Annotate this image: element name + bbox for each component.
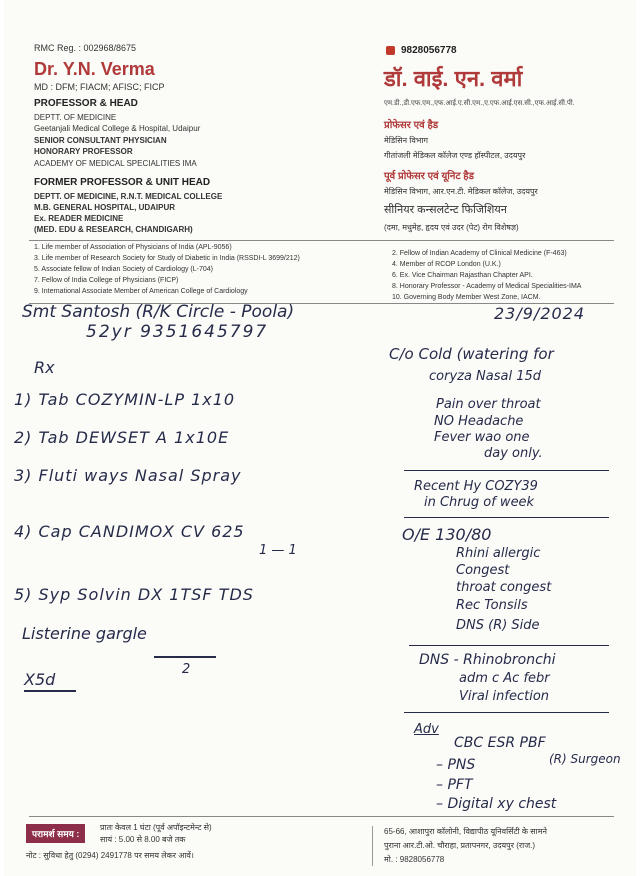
diagnosis-line: DNS - Rhinobronchi: [419, 652, 556, 668]
hi-line: गीतांजली मेडिकल कॉलेज एण्ड हॉस्पीटल, उदयपुर: [384, 151, 526, 160]
complaint-line: coryza Nasal 15d: [429, 369, 542, 384]
hi-line: सीनियर कन्सलटेन्ट फिजिशियन: [384, 204, 507, 216]
advice-label: Adv: [414, 722, 439, 737]
membership-item: 7. Fellow of India College of Physicians (FICP): [34, 277, 179, 284]
footer-divider: [29, 816, 614, 817]
exam-line: throat congest: [456, 580, 552, 595]
title-professor-head: PROFESSOR & HEAD: [34, 98, 138, 109]
phone-number: 9828056778: [386, 45, 457, 56]
rx-item: 1) Tab COZYMIN-LP 1x10: [14, 390, 236, 409]
section-divider: [404, 470, 609, 471]
membership-item: 9. International Associate Member of American College of Cardiology: [34, 288, 248, 295]
membership-item: 10. Governing Body Member West Zone, IACM.: [392, 294, 541, 301]
en-line: DEPTT. OF MEDICINE, R.N.T. MEDICAL COLLEGE: [34, 192, 223, 201]
rx-item: 5) Syp Solvin DX 1TSF TDS: [14, 585, 254, 604]
patient-age-phone: 52yr 9351645797: [86, 322, 269, 342]
membership-item: 8. Honorary Professor - Academy of Medical Specialities-IMA: [392, 283, 582, 290]
exam-line: DNS (R) Side: [456, 618, 540, 633]
clinic-mobile: मो. : 9828056778: [384, 855, 445, 864]
complaint-line: Pain over throat: [436, 397, 541, 412]
advice-line: CBC ESR PBF: [454, 735, 546, 751]
exam-line: Rec Tonsils: [456, 598, 528, 613]
rx-item: 4) Cap CANDIMOX CV 625: [14, 522, 245, 541]
en-line: (MED. EDU & RESEARCH, CHANDIGARH): [34, 225, 193, 234]
footer-vertical-divider: [372, 826, 373, 866]
consultation-time-evening: सायं : 5.00 से 8.00 बजे तक: [100, 835, 186, 844]
phone-icon: [386, 46, 395, 55]
rx-item-dose: 1 — 1: [259, 543, 297, 558]
title-former-professor: FORMER PROFESSOR & UNIT HEAD: [34, 177, 211, 188]
doctor-name-en: Dr. Y.N. Verma: [34, 59, 155, 79]
exam-line: Congest: [456, 563, 510, 578]
advice-line: – PFT: [436, 777, 473, 793]
en-line: DEPTT. OF MEDICINE: [34, 113, 117, 122]
membership-item: 5. Associate fellow of Indian Society of Cardiology (L-704): [34, 266, 213, 273]
rx-symbol: Rx: [34, 358, 55, 377]
en-line: SENIOR CONSULTANT PHYSICIAN: [34, 136, 167, 145]
section-divider: [409, 645, 609, 646]
doctor-degrees-hi: एम.डी.,डी.एफ.एम.,एफ.आई.ए.सी.एम.,ए.एफ.आई.एस.सी.,एफ.आई.सी.पी.: [384, 100, 575, 107]
membership-item: 4. Member of RCOP London (U.K.): [392, 261, 501, 268]
doctor-name-hi: डॉ. वाई. एन. वर्मा: [384, 66, 523, 91]
rx-item: Listerine gargle: [22, 624, 147, 643]
rx-item: 2) Tab DEWSET A 1x10E: [14, 428, 230, 447]
footer-note: नोट : सुविधा हेतु (0294) 2491778 पर समय लेकर आवें।: [26, 851, 194, 860]
title-former-professor-hi: पूर्व प्रोफेसर एवं यूनिट हैड: [384, 171, 474, 182]
rx-item: X5d: [24, 670, 56, 689]
rx-item: 3) Fluti ways Nasal Spray: [14, 466, 242, 485]
complaint-line: Fever wao one: [434, 430, 530, 445]
consultation-time-morning: प्रातः केवल 1 घंटा (पूर्व अपॉइन्टमेन्ट से): [100, 823, 212, 832]
en-line: Ex. READER MEDICINE: [34, 214, 124, 223]
hi-line: मेडिसिन विभाग, आर.एन.टी. मेडिकल कॉलेज, उदयपुर: [384, 187, 538, 196]
hi-line: मेडिसिन विभाग: [384, 136, 428, 145]
doctor-degrees-en: MD : DFM; FIACM; AFISC; FICP: [34, 82, 165, 92]
advice-line: – Digital xy chest: [436, 796, 557, 812]
complaint-line: day only.: [484, 446, 543, 461]
hi-line: (दमा, मधुमेह, हृदय एवं उदर (पेट) रोग विशेषज्ञ): [384, 223, 519, 232]
membership-item: 1. Life member of Association of Physicians of India (APL-9056): [34, 244, 232, 251]
prescription-page: [4, 0, 636, 876]
en-line: ACADEMY OF MEDICAL SPECIALITIES IMA: [34, 159, 197, 168]
title-professor-head-hi: प्रोफेसर एवं हैड: [384, 120, 439, 131]
dose-underline: [154, 656, 216, 658]
en-line: Geetanjali Medical College & Hospital, Udaipur: [34, 124, 201, 133]
duration-underline: [24, 690, 76, 692]
diagnosis-line: Viral infection: [459, 689, 550, 704]
membership-item: 6. Ex. Vice Chairman Rajasthan Chapter API.: [392, 272, 533, 279]
en-line: M.B. GENERAL HOSPITAL, UDAIPUR: [34, 203, 176, 212]
complaint-line: NO Headache: [434, 414, 524, 429]
clinic-address-line2: पुराना आर.टी.ओ. चौराहा, प्रतापनगर, उदयपुर (राज.): [384, 841, 536, 850]
advice-side-note: (R) Surgeon: [549, 752, 621, 766]
history-line: Recent Hy COZY39: [414, 479, 538, 494]
registration-number: RMC Reg. : 002968/8675: [34, 43, 137, 53]
exam-line: O/E 130/80: [402, 525, 492, 544]
section-divider: [404, 517, 609, 518]
patient-name: Smt Santosh (R/K Circle - Poola): [22, 302, 295, 322]
en-line: HONORARY PROFESSOR: [34, 147, 133, 156]
complaint-line: C/o Cold (watering for: [389, 345, 554, 363]
advice-line: – PNS: [436, 757, 476, 773]
section-divider: [404, 712, 609, 713]
diagnosis-line: adm c Ac febr: [459, 671, 550, 686]
membership-item: 3. Life member of Research Society for Study of Diabetic in India (RSSDI-L 3699/212): [34, 255, 300, 262]
exam-line: Rhini allergic: [456, 546, 541, 561]
prescription-date: 23/9/2024: [494, 304, 586, 323]
rx-gargle-dose: 2: [182, 662, 191, 677]
consultation-time-label: परामर्श समय :: [26, 824, 85, 843]
clinic-address-line1: 65-66, आशापुरा कॉलोनी, विद्यापीठ यूनिवर्सिटी के सामने: [384, 827, 547, 836]
membership-item: 2. Fellow of Indian Academy of Clinical Medicine (F-463): [392, 250, 567, 257]
history-line: in Chrug of week: [424, 495, 535, 510]
header-divider: [29, 240, 614, 241]
